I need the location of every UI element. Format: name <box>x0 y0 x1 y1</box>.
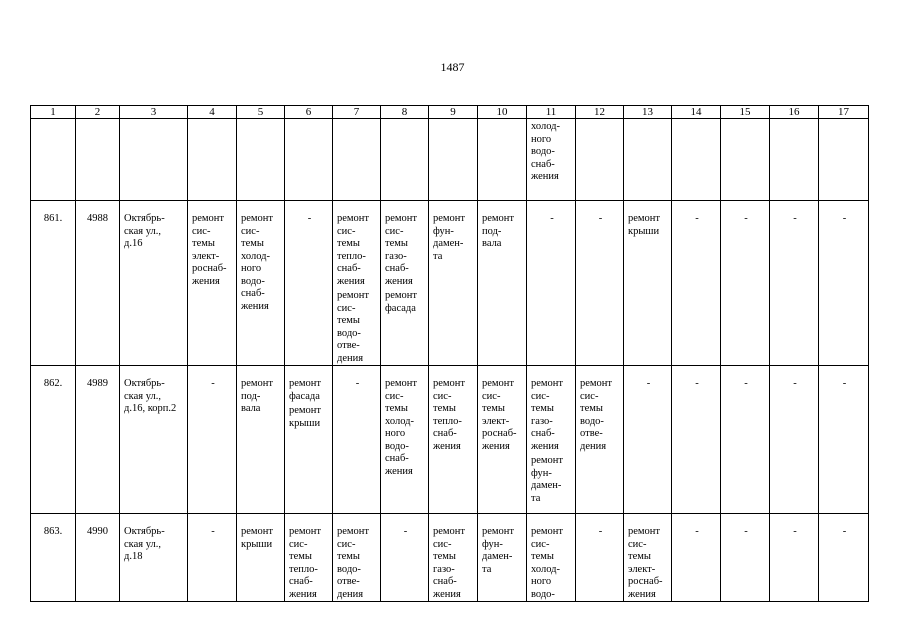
work-item: ремонт сис- темы водо- отве- дения <box>580 378 613 452</box>
column-header: 13 <box>624 106 672 119</box>
work-cell <box>333 514 381 602</box>
empty-dash: - <box>403 526 408 537</box>
continuation-cell <box>120 119 188 201</box>
work-cell <box>576 366 624 514</box>
work-cell <box>333 366 381 514</box>
empty-dash: - <box>695 213 699 224</box>
empty-dash: - <box>646 378 651 389</box>
work-item: ремонт под- вала <box>241 378 274 414</box>
column-header: 15 <box>721 106 770 119</box>
work-cell <box>285 366 333 514</box>
work-cell <box>429 366 478 514</box>
continuation-cell <box>333 119 381 201</box>
building-code: 4990 <box>76 514 120 602</box>
continuation-cell <box>76 119 120 201</box>
empty-dash: - <box>211 526 215 537</box>
work-item: ремонт сис- темы газо- снаб- жения <box>385 213 418 287</box>
work-item: ремонт фун- дамен- та <box>482 526 515 575</box>
column-header: 3 <box>120 106 188 119</box>
column-header: 8 <box>381 106 429 119</box>
work-cell <box>429 201 478 366</box>
work-cell <box>237 366 285 514</box>
empty-dash: - <box>793 378 797 389</box>
page-number: 1487 <box>440 60 465 74</box>
work-item: ремонт сис- темы газо- снаб- жения <box>531 378 564 452</box>
column-header: 11 <box>527 106 576 119</box>
work-item: ремонт фасада <box>289 378 322 402</box>
work-cell <box>381 366 429 514</box>
work-cell <box>770 514 819 602</box>
work-item: ремонт сис- темы элект- роснаб- жения <box>628 526 663 600</box>
work-cell <box>478 366 527 514</box>
empty-dash: - <box>793 213 797 224</box>
building-address: Октябрь- ская ул., д.16, корп.2 <box>120 366 188 514</box>
column-header: 9 <box>429 106 478 119</box>
work-item: холод- ного водо- снаб- жения <box>531 121 560 182</box>
empty-dash: - <box>211 378 215 389</box>
work-cell <box>721 514 770 602</box>
empty-dash: - <box>744 213 748 224</box>
column-header: 2 <box>76 106 120 119</box>
work-cell <box>672 201 721 366</box>
work-item: ремонт сис- темы газо- снаб- жения <box>433 526 466 600</box>
work-cell <box>527 366 576 514</box>
work-cell <box>576 514 624 602</box>
continuation-cell <box>237 119 285 201</box>
continuation-cell <box>721 119 770 201</box>
table-row <box>31 201 869 366</box>
row-number: 863. <box>31 514 76 602</box>
empty-dash: - <box>695 526 699 537</box>
work-item: ремонт сис- темы водо- отве- дения <box>337 526 370 600</box>
work-item: ремонт под- вала <box>482 213 515 249</box>
work-cell <box>478 514 527 602</box>
work-cell <box>819 514 869 602</box>
column-header: 7 <box>333 106 381 119</box>
work-cell <box>672 514 721 602</box>
empty-dash: - <box>695 378 699 389</box>
work-item: ремонт сис- темы холод- ного водо- снаб- жения <box>241 213 274 312</box>
continuation-row <box>31 119 869 201</box>
work-item: ремонт сис- темы холод- ного водо- снаб- жения <box>385 378 418 477</box>
empty-dash: - <box>744 526 748 537</box>
table-body <box>31 106 869 602</box>
work-cell <box>624 201 672 366</box>
work-cell <box>237 201 285 366</box>
building-address: Октябрь- ская ул., д.16 <box>120 201 188 366</box>
column-header: 16 <box>770 106 819 119</box>
work-cell <box>819 366 869 514</box>
column-header: 1 <box>31 106 76 119</box>
work-item: ремонт фасада <box>385 290 418 314</box>
work-cell <box>188 366 237 514</box>
work-cell <box>672 366 721 514</box>
register-table <box>30 105 869 602</box>
work-cell <box>576 201 624 366</box>
work-cell <box>770 201 819 366</box>
table-row <box>31 366 869 514</box>
continuation-cell <box>624 119 672 201</box>
work-item: ремонт сис- темы элект- роснаб- жения <box>192 213 227 287</box>
work-item: ремонт сис- темы тепло- снаб- жения <box>433 378 466 452</box>
work-item: ремонт крыши <box>241 526 274 550</box>
continuation-cell <box>819 119 869 201</box>
work-cell <box>188 201 237 366</box>
continuation-cell <box>527 119 576 201</box>
work-cell <box>381 201 429 366</box>
column-header: 6 <box>285 106 333 119</box>
work-cell <box>624 514 672 602</box>
work-cell <box>819 201 869 366</box>
continuation-cell <box>188 119 237 201</box>
work-item: ремонт сис- темы холод- ного водо- <box>531 526 564 600</box>
work-cell <box>527 514 576 602</box>
work-cell <box>429 514 478 602</box>
work-cell <box>624 366 672 514</box>
work-cell <box>285 201 333 366</box>
empty-dash: - <box>355 378 360 389</box>
work-cell <box>478 201 527 366</box>
header-row <box>31 106 869 119</box>
work-cell <box>381 514 429 602</box>
column-header: 4 <box>188 106 237 119</box>
continuation-cell <box>770 119 819 201</box>
column-header: 17 <box>819 106 869 119</box>
continuation-cell <box>478 119 527 201</box>
column-header: 14 <box>672 106 721 119</box>
work-item: ремонт сис- темы тепло- снаб- жения <box>337 213 370 287</box>
empty-dash: - <box>793 526 797 537</box>
continuation-cell <box>285 119 333 201</box>
empty-dash: - <box>744 378 748 389</box>
table-row <box>31 514 869 602</box>
empty-dash: - <box>598 526 603 537</box>
column-header: 5 <box>237 106 285 119</box>
building-code: 4989 <box>76 366 120 514</box>
work-item: ремонт сис- темы водо- отве- дения <box>337 290 370 364</box>
row-number: 862. <box>31 366 76 514</box>
continuation-cell <box>429 119 478 201</box>
continuation-cell <box>381 119 429 201</box>
work-cell <box>333 201 381 366</box>
work-cell <box>721 201 770 366</box>
empty-dash: - <box>550 213 554 224</box>
building-address: Октябрь- ская ул., д.18 <box>120 514 188 602</box>
empty-dash: - <box>307 213 312 224</box>
work-item: ремонт крыши <box>628 213 661 237</box>
empty-dash: - <box>598 213 603 224</box>
work-cell <box>770 366 819 514</box>
continuation-cell <box>576 119 624 201</box>
work-item: ремонт сис- темы элект- роснаб- жения <box>482 378 517 452</box>
building-code: 4988 <box>76 201 120 366</box>
work-cell <box>285 514 333 602</box>
work-item: ремонт фун- дамен- та <box>531 455 564 504</box>
work-cell <box>237 514 285 602</box>
work-cell <box>188 514 237 602</box>
work-item: ремонт крыши <box>289 405 322 429</box>
empty-dash: - <box>842 526 847 537</box>
empty-dash: - <box>842 213 847 224</box>
column-header: 10 <box>478 106 527 119</box>
empty-dash: - <box>842 378 847 389</box>
work-cell <box>721 366 770 514</box>
continuation-cell <box>672 119 721 201</box>
work-item: ремонт фун- дамен- та <box>433 213 466 262</box>
row-number: 861. <box>31 201 76 366</box>
column-header: 12 <box>576 106 624 119</box>
continuation-cell <box>31 119 76 201</box>
work-item: ремонт сис- темы тепло- снаб- жения <box>289 526 322 600</box>
work-cell <box>527 201 576 366</box>
